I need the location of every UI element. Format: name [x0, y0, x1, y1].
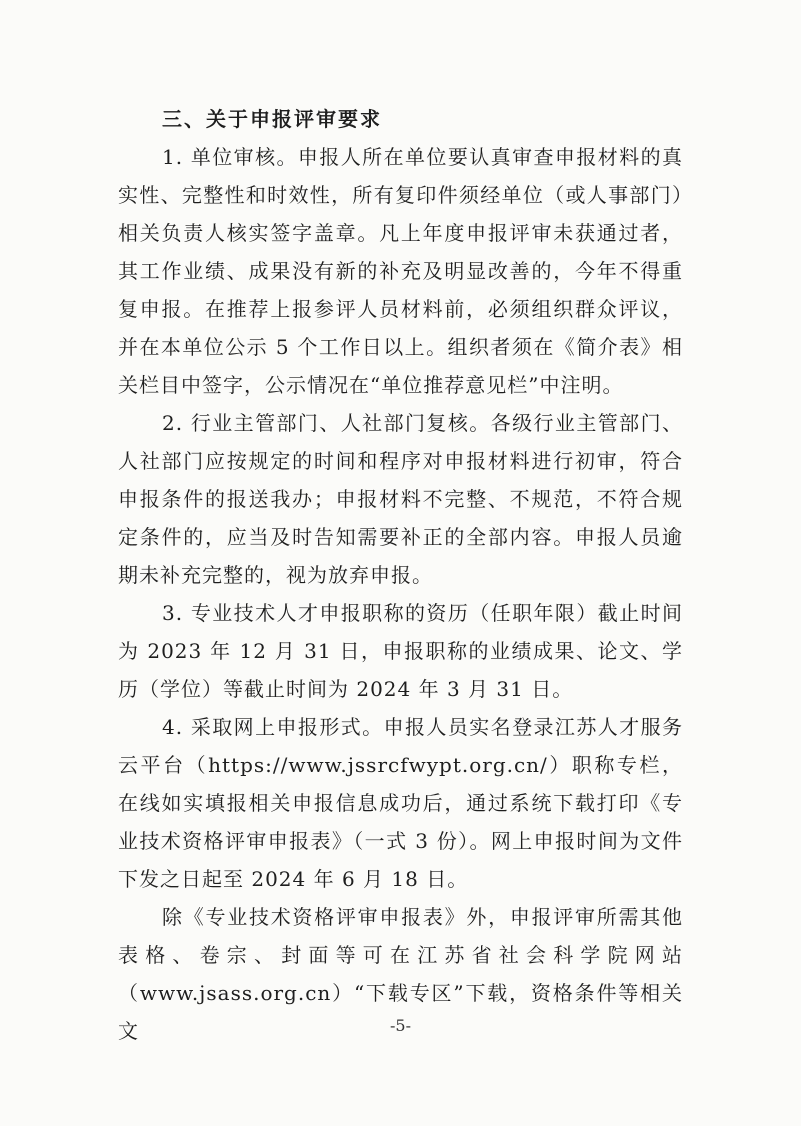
paragraph-download-forms: 除《专业技术资格评审申报表》外，申报评审所需其他表格、卷宗、封面等可在江苏省社会科学院网站（www.jsass.org.cn）“下载专区”下载，资格条件等相关文 [118, 905, 683, 1043]
page-number: -5- [390, 1016, 411, 1035]
section-heading: 三、关于申报评审要求 [162, 107, 382, 131]
paragraph-unit-review: 1. 单位审核。申报人所在单位要认真审查申报材料的真实性、完整性和时效性，所有复印件须经单位（或人事部门）相关负责人核实签字盖章。凡上年度申报评审未获通过者，其工作业绩、成果没有新的补充及明显改善的，今年不得重复申报。在推荐上报参评人员材料前，必须组织群众评议，并在本单位公示 5 个工作日以上。组织者须在《简介表》相关栏目中签字，公示情况在“单位推荐意见栏”中注明。 [118, 145, 683, 397]
paragraph-deadline: 3. 专业技术人才申报职称的资历（任职年限）截止时间为 2023 年 12 月 31 日，申报职称的业绩成果、论文、学历（学位）等截止时间为 2024 年 3 月 31 日。 [118, 601, 683, 701]
document-body [118, 100, 683, 1050]
paragraph-online-application: 4. 采取网上申报形式。申报人员实名登录江苏人才服务云平台（https://www.jssrcfwypt.org.cn/）职称专栏，在线如实填报相关申报信息成功后，通过系统下载打印《专业技术资格评审申报表》（一式 3 份）。网上申报时间为文件下发之日起至 2024 年 6 月 18 日。 [118, 715, 683, 891]
paragraph-department-review: 2. 行业主管部门、人社部门复核。各级行业主管部门、人社部门应按规定的时间和程序对申报材料进行初审，符合申报条件的报送我办；申报材料不完整、不规范，不符合规定条件的，应当及时告知需要补正的全部内容。申报人员逾期未补充完整的，视为放弃申报。 [118, 411, 683, 587]
